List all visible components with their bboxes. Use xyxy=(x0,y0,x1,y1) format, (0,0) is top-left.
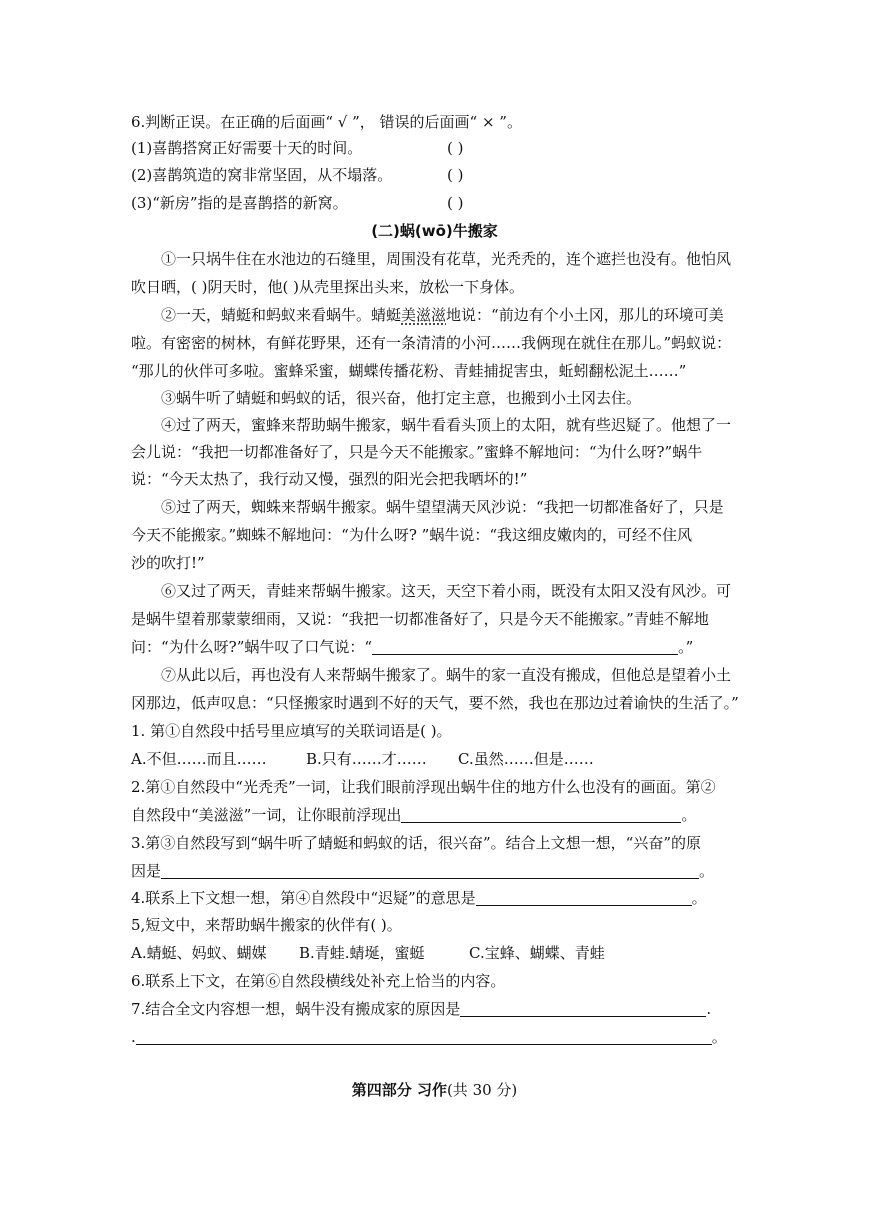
answer-blank-q2[interactable] xyxy=(401,806,681,823)
question-3-line1: 3.第③自然段写到“蜗牛听了蜻蜓和蚂蚁的话，很兴奋”。结合上文想一想，“兴奋”的原 xyxy=(131,834,701,852)
story-p2-line3: “那儿的伙伴可多啦。蜜蜂采蜜，蝴蝶传播花粉、青蛙捕捉害虫，蚯蚓翻松泥土……” xyxy=(131,362,687,380)
q1-option-a: A.不但……而且…… xyxy=(131,750,267,768)
story-p4-line3: 说：“今天太热了，我行动又慢，强烈的阳光会把我晒坏的!” xyxy=(131,470,528,488)
story-p5-line1: ⑤过了两天，蜘蛛来帮蜗牛搬家。蜗牛望望满天风沙说：“我把一切都准备好了，只是 xyxy=(161,498,724,516)
question-2-line2: 自然段中“美滋滋”一词，让你眼前浮现出 。 xyxy=(131,806,697,824)
q6-item-2-answer: ( ) xyxy=(447,166,464,184)
answer-blank-q7-line2[interactable] xyxy=(136,1028,712,1045)
story-p5-line3: 沙的吹打!” xyxy=(131,554,205,572)
question-4: 4.联系上下文想一想，第④自然段中“迟疑”的意思是 。 xyxy=(131,889,707,907)
q1-option-b: B.只有……才…… xyxy=(306,750,427,768)
question-7-line1: 7.结合全文内容想一想，蜗牛没有搬成家的原因是 . xyxy=(131,1000,712,1018)
emphasis-meizizi: 美滋滋 xyxy=(401,306,447,324)
story-p4-line2: 会儿说：“我把一切都准备好了，只是今天不能搬家。”蜜蜂不解地问：“为什么呀?”蜗牛 xyxy=(131,443,703,461)
q5-option-c: C.宝蜂、蝴蝶、青蛙 xyxy=(469,944,605,962)
question-3-line2: 因是 。 xyxy=(131,862,715,880)
part4-score: (共 30 分) xyxy=(446,1081,518,1099)
q6-item-1: (1)喜鹊搭窝正好需要十天的时间。 xyxy=(131,139,363,157)
story-p3-line1: ③蜗牛听了蜻蜓和蚂蚁的话，很兴奋，他打定主意，也搬到小土冈去住。 xyxy=(161,389,642,407)
part4-heading xyxy=(0,1079,869,1101)
answer-blank-p6[interactable] xyxy=(372,638,678,655)
q6-item-1-answer: ( ) xyxy=(447,139,464,157)
story-p5-line2: 今天不能搬家。”蜘蛛不解地问：“为什么呀? ”蜗牛说：“我这细皮嫩肉的，可经不住风 xyxy=(131,526,692,544)
story-p4-line1: ④过了两天，蜜蜂来帮助蜗牛搬家，蜗牛看看头顶上的太阳，就有些迟疑了。他想了一 xyxy=(161,416,732,434)
question-1: 1. 第①自然段中括号里应填写的关联词语是( )。 xyxy=(131,722,452,740)
story-p7-line1: ⑦从此以后，再也没有人来帮蜗牛搬家了。蜗牛的家一直没有搬成，但他总是望着小土 xyxy=(161,666,732,684)
q1-option-c: C.虽然……但是…… xyxy=(458,750,594,768)
question-7-line2: . 。 xyxy=(131,1028,727,1046)
q6-item-3: (3)“新房”指的是喜鹊搭的新窝。 xyxy=(131,194,348,212)
question-2-line1: 2.第①自然段中“光秃秃”一词，让我们眼前浮现出蜗牛住的地方什么也没有的画面。第② xyxy=(131,778,716,796)
q6-item-3-answer: ( ) xyxy=(447,194,464,212)
answer-blank-q4[interactable] xyxy=(476,889,692,906)
question-6: 6.联系上下文，在第⑥自然段横线处补充上恰当的内容。 xyxy=(131,972,506,990)
q5-option-a: A.蜻蜓、妈蚁、蝴媒 xyxy=(131,944,267,962)
story-p6-line3: 问：“为什么呀?”蜗牛叹了口气说：“ 。” xyxy=(131,638,694,656)
story-title: (二)蜗(wō)牛搬家 xyxy=(371,222,498,240)
story-p6-line2: 是蜗牛望着那蒙蒙细雨，又说：“我把一切都准备好了，只是今天不能搬家。”青蛙不解地 xyxy=(131,610,709,628)
story-p2-line2: 啦。有密密的树林，有鲜花野果，还有一条清清的小河……我俩现在就住在那儿。”蚂蚁说： xyxy=(131,334,732,352)
story-p7-line2: 冈那边，低声叹息：“只怪搬家时遇到不好的天气，要不然，我也在那边过着谕快的生活了。” xyxy=(131,694,739,712)
q6-item-2: (2)喜鹊筑造的窝非常坚固，从不塌落。 xyxy=(131,166,393,184)
q5-option-b: B.青蛙.蜻埏，蜜蜓 xyxy=(299,944,425,962)
q6-title: 6.判断正误。在正确的后面画“ √ ”， 错误的后面画“ × ”。 xyxy=(131,113,522,131)
question-5: 5,短文中，来帮助蜗牛搬家的伙伴有( )。 xyxy=(131,916,402,934)
story-p6-line1: ⑥又过了两天，青蛙来帮蜗牛搬家。这天，天空下着小雨，既没有太阳又没有风沙。可 xyxy=(161,582,732,600)
answer-blank-q7-line1[interactable] xyxy=(460,1000,706,1017)
story-p2-line1: ②一天，蜻蜓和蚂蚁来看蜗牛。蜻蜓美滋滋地说：“前边有个小土冈，那儿的环境可美 xyxy=(161,306,724,324)
part4-title: 第四部分 习作 xyxy=(351,1081,447,1099)
answer-blank-q3[interactable] xyxy=(161,862,699,879)
story-p1-line2: 吹日晒，( )阴天时，他( )从壳里探出头来，放松一下身体。 xyxy=(131,278,524,296)
story-p1-line1: ①一只埚牛住在水池边的石缝里，周围没有花草，光秃秃的，连个遮拦也没有。他怕风 xyxy=(161,250,732,268)
